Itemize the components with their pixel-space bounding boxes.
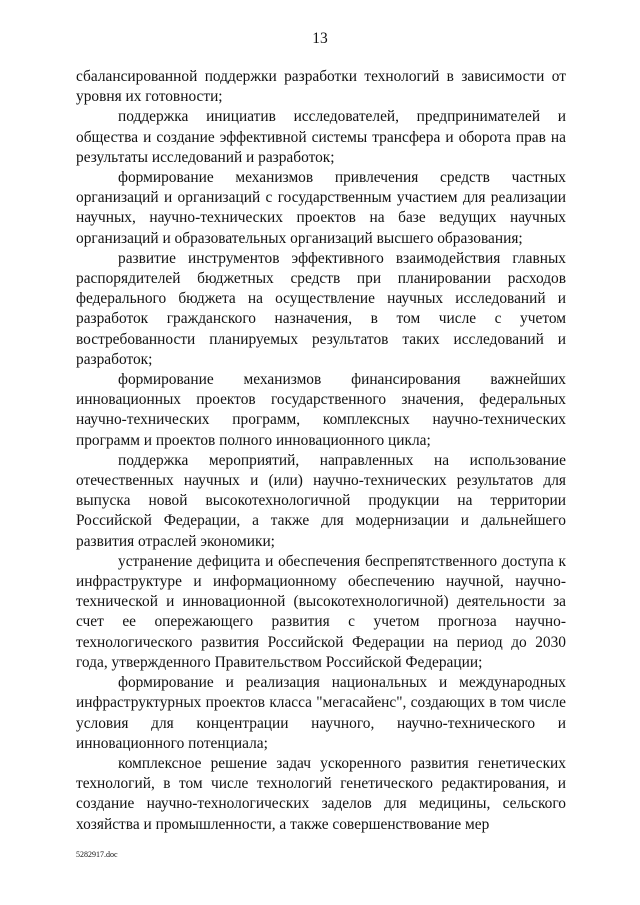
paragraph: формирование механизмов финансирования важнейших инновационных проектов государственного значения, федеральных научно-технических программ, комплексных научно-технических программ и проектов полного инновационного цикла; — [76, 371, 566, 449]
document-filename: 5282917.doc — [76, 850, 118, 859]
paragraph: устранение дефицита и обеспечения беспрепятственного доступа к инфраструктуре и информационному обеспечению научной, научно-технической и инновационной (высокотехнологичной) деятельности за счет ее опережающего развития с учетом прогноза научно-технологического развития Российской Федерации на период до 2030 года, утвержденного Правительством Российской Федерации; — [76, 552, 566, 671]
paragraph: поддержка инициатив исследователей, предпринимателей и общества и создание эффективной системы трансфера и оборота прав на результаты исследований и разработок; — [76, 108, 566, 166]
paragraph: формирование и реализация национальных и международных инфраструктурных проектов класса "мегасайенс", создающих в том числе условия для концентрации научного, научно-технического и инновационного потенциала; — [76, 674, 566, 752]
paragraph: развитие инструментов эффективного взаимодействия главных распорядителей бюджетных средств при планировании расходов федерального бюджета на осуществление научных исследований и разработок гражданского назначения, в том числе с учетом востребованности планируемых результатов таких исследований и разработок; — [76, 249, 566, 368]
document-body — [76, 67, 566, 835]
paragraph: комплексное решение задач ускоренного развития генетических технологий, в том числе технологий генетического редактирования, и создание научно-технологических заделов для медицины, сельского хозяйства и промышленности, а также совершенствование мер — [76, 754, 566, 833]
paragraph: сбалансированной поддержки разработки технологий в зависимости от уровня их готовности; — [76, 68, 566, 106]
paragraph: поддержка мероприятий, направленных на использование отечественных научных и (или) научно-технических результатов для выпуска новой высокотехнологичной продукции на территории Российской Федерации, а также для модернизации и дальнейшего развития отраслей экономики; — [76, 451, 566, 550]
page-number: 13 — [312, 30, 328, 47]
paragraph: формирование механизмов привлечения средств частных организаций и организаций с государственным участием для реализации научных, научно-технических проектов на базе ведущих научных организаций и образовательных организаций высшего образования; — [76, 169, 566, 247]
